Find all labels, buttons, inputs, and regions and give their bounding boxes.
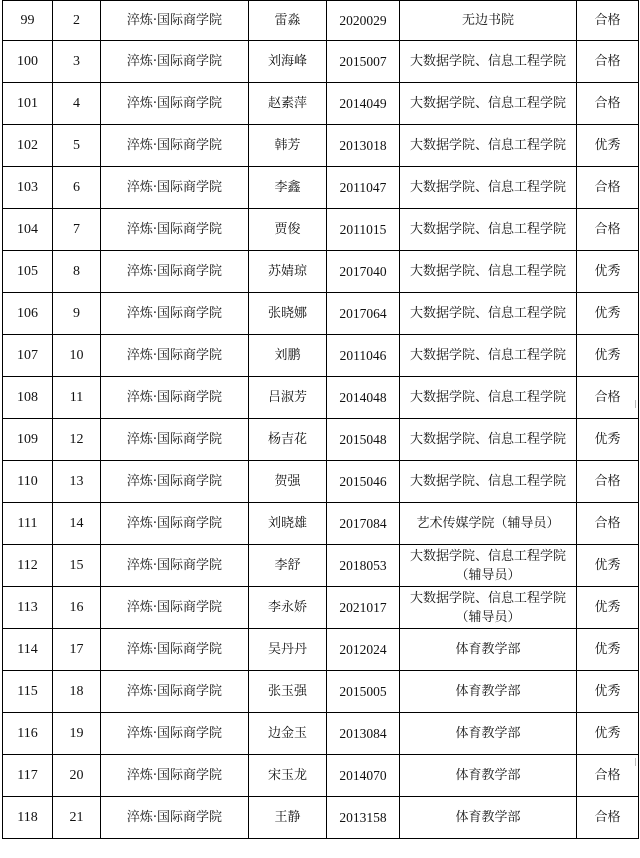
cell-staff-id: 2021017: [327, 587, 400, 629]
table-row: [3, 209, 639, 251]
cell-person-name: 李鑫: [249, 167, 327, 209]
cell-sequence: 10: [53, 335, 101, 377]
cell-row-number: 116: [3, 713, 53, 755]
cell-staff-id: 2011015: [327, 209, 400, 251]
cell-row-number: 112: [3, 545, 53, 587]
cell-result: 合格: [577, 797, 639, 839]
cell-person-name: 赵素萍: [249, 83, 327, 125]
cell-staff-id: 2011047: [327, 167, 400, 209]
cell-sequence: 19: [53, 713, 101, 755]
cell-person-name: 王静: [249, 797, 327, 839]
cell-row-number: 101: [3, 83, 53, 125]
cell-result: 合格: [577, 209, 639, 251]
cell-sequence: 4: [53, 83, 101, 125]
table-row: [3, 713, 639, 755]
cell-college: 淬炼·国际商学院: [101, 377, 249, 419]
table-row: [3, 755, 639, 797]
cell-sequence: 13: [53, 461, 101, 503]
cell-department: 大数据学院、信息工程学院: [400, 461, 577, 503]
cell-sequence: 11: [53, 377, 101, 419]
cell-person-name: 李永娇: [249, 587, 327, 629]
cell-college: 淬炼·国际商学院: [101, 419, 249, 461]
cell-result: 优秀: [577, 671, 639, 713]
page-edge-mark: [635, 400, 636, 408]
cell-staff-id: 2015007: [327, 41, 400, 83]
cell-college: 淬炼·国际商学院: [101, 671, 249, 713]
table-row: [3, 629, 639, 671]
cell-person-name: 宋玉龙: [249, 755, 327, 797]
cell-college: 淬炼·国际商学院: [101, 629, 249, 671]
cell-sequence: 5: [53, 125, 101, 167]
cell-college: 淬炼·国际商学院: [101, 1, 249, 41]
cell-department: 大数据学院、信息工程学院: [400, 293, 577, 335]
table-row: [3, 167, 639, 209]
cell-row-number: 104: [3, 209, 53, 251]
cell-row-number: 113: [3, 587, 53, 629]
cell-sequence: 7: [53, 209, 101, 251]
cell-row-number: 100: [3, 41, 53, 83]
table-row: [3, 83, 639, 125]
cell-college: 淬炼·国际商学院: [101, 167, 249, 209]
table-row: [3, 293, 639, 335]
cell-sequence: 2: [53, 1, 101, 41]
cell-row-number: 99: [3, 1, 53, 41]
cell-department: 大数据学院、信息工程学院: [400, 167, 577, 209]
cell-staff-id: 2017040: [327, 251, 400, 293]
cell-result: 合格: [577, 461, 639, 503]
cell-department: 体育教学部: [400, 629, 577, 671]
cell-department: 艺术传媒学院（辅导员）: [400, 503, 577, 545]
cell-department: 大数据学院、信息工程学院: [400, 209, 577, 251]
cell-staff-id: 2020029: [327, 1, 400, 41]
cell-college: 淬炼·国际商学院: [101, 335, 249, 377]
table-row: [3, 335, 639, 377]
cell-department: 体育教学部: [400, 671, 577, 713]
cell-result: 合格: [577, 377, 639, 419]
cell-department: 大数据学院、信息工程学院: [400, 377, 577, 419]
table-row: [3, 587, 639, 629]
table-row: [3, 671, 639, 713]
cell-result: 优秀: [577, 293, 639, 335]
cell-person-name: 雷淼: [249, 1, 327, 41]
table-row: [3, 125, 639, 167]
cell-college: 淬炼·国际商学院: [101, 251, 249, 293]
cell-person-name: 李舒: [249, 545, 327, 587]
cell-college: 淬炼·国际商学院: [101, 713, 249, 755]
cell-department: 无边书院: [400, 1, 577, 41]
cell-result: 合格: [577, 1, 639, 41]
cell-result: 合格: [577, 167, 639, 209]
table-row: [3, 797, 639, 839]
cell-person-name: 吕淑芳: [249, 377, 327, 419]
cell-college: 淬炼·国际商学院: [101, 41, 249, 83]
cell-sequence: 9: [53, 293, 101, 335]
cell-staff-id: 2015048: [327, 419, 400, 461]
cell-staff-id: 2012024: [327, 629, 400, 671]
table-body: [3, 1, 639, 839]
cell-person-name: 苏婧琼: [249, 251, 327, 293]
cell-person-name: 贺强: [249, 461, 327, 503]
cell-result: 优秀: [577, 335, 639, 377]
cell-result: 优秀: [577, 251, 639, 293]
cell-row-number: 102: [3, 125, 53, 167]
cell-row-number: 118: [3, 797, 53, 839]
cell-college: 淬炼·国际商学院: [101, 503, 249, 545]
cell-college: 淬炼·国际商学院: [101, 587, 249, 629]
cell-person-name: 刘鹏: [249, 335, 327, 377]
cell-row-number: 111: [3, 503, 53, 545]
table-row: [3, 461, 639, 503]
document-page: [2, 0, 639, 839]
cell-person-name: 边金玉: [249, 713, 327, 755]
cell-row-number: 110: [3, 461, 53, 503]
cell-person-name: 张玉强: [249, 671, 327, 713]
cell-sequence: 16: [53, 587, 101, 629]
cell-row-number: 108: [3, 377, 53, 419]
cell-result: 优秀: [577, 713, 639, 755]
cell-person-name: 刘晓雄: [249, 503, 327, 545]
cell-row-number: 107: [3, 335, 53, 377]
cell-staff-id: 2014049: [327, 83, 400, 125]
cell-college: 淬炼·国际商学院: [101, 209, 249, 251]
cell-result: 优秀: [577, 629, 639, 671]
cell-row-number: 109: [3, 419, 53, 461]
cell-staff-id: 2015046: [327, 461, 400, 503]
table-row: [3, 41, 639, 83]
cell-college: 淬炼·国际商学院: [101, 797, 249, 839]
cell-person-name: 贾俊: [249, 209, 327, 251]
cell-staff-id: 2014048: [327, 377, 400, 419]
cell-department: 大数据学院、信息工程学院: [400, 125, 577, 167]
cell-person-name: 杨吉花: [249, 419, 327, 461]
cell-staff-id: 2014070: [327, 755, 400, 797]
cell-department: 大数据学院、信息工程学院: [400, 419, 577, 461]
cell-sequence: 18: [53, 671, 101, 713]
table-row: [3, 503, 639, 545]
cell-row-number: 117: [3, 755, 53, 797]
cell-result: 优秀: [577, 419, 639, 461]
cell-department: 大数据学院、信息工程学院: [400, 335, 577, 377]
cell-row-number: 103: [3, 167, 53, 209]
cell-department: 体育教学部: [400, 797, 577, 839]
cell-result: 优秀: [577, 125, 639, 167]
cell-person-name: 韩芳: [249, 125, 327, 167]
cell-staff-id: 2013084: [327, 713, 400, 755]
table-row: [3, 377, 639, 419]
cell-department: 大数据学院、信息工程学院（辅导员）: [400, 587, 577, 629]
cell-staff-id: 2011046: [327, 335, 400, 377]
cell-result: 合格: [577, 83, 639, 125]
page-edge-mark: [635, 758, 636, 766]
cell-person-name: 张晓娜: [249, 293, 327, 335]
cell-department: 大数据学院、信息工程学院: [400, 41, 577, 83]
cell-department: 体育教学部: [400, 755, 577, 797]
cell-sequence: 8: [53, 251, 101, 293]
cell-staff-id: 2017064: [327, 293, 400, 335]
cell-college: 淬炼·国际商学院: [101, 125, 249, 167]
cell-row-number: 106: [3, 293, 53, 335]
evaluation-results-table: [2, 0, 639, 839]
cell-college: 淬炼·国际商学院: [101, 83, 249, 125]
cell-sequence: 3: [53, 41, 101, 83]
cell-result: 优秀: [577, 587, 639, 629]
cell-department: 大数据学院、信息工程学院: [400, 251, 577, 293]
cell-result: 合格: [577, 503, 639, 545]
cell-row-number: 105: [3, 251, 53, 293]
cell-result: 合格: [577, 41, 639, 83]
cell-result: 优秀: [577, 545, 639, 587]
cell-staff-id: 2013018: [327, 125, 400, 167]
table-row: [3, 1, 639, 41]
cell-department: 大数据学院、信息工程学院（辅导员）: [400, 545, 577, 587]
cell-staff-id: 2017084: [327, 503, 400, 545]
cell-staff-id: 2018053: [327, 545, 400, 587]
table-row: [3, 419, 639, 461]
cell-college: 淬炼·国际商学院: [101, 461, 249, 503]
cell-person-name: 刘海峰: [249, 41, 327, 83]
cell-person-name: 吴丹丹: [249, 629, 327, 671]
cell-sequence: 14: [53, 503, 101, 545]
cell-department: 大数据学院、信息工程学院: [400, 83, 577, 125]
cell-row-number: 115: [3, 671, 53, 713]
cell-sequence: 15: [53, 545, 101, 587]
cell-staff-id: 2015005: [327, 671, 400, 713]
table-row: [3, 251, 639, 293]
cell-sequence: 20: [53, 755, 101, 797]
cell-result: 合格: [577, 755, 639, 797]
cell-department: 体育教学部: [400, 713, 577, 755]
cell-staff-id: 2013158: [327, 797, 400, 839]
cell-college: 淬炼·国际商学院: [101, 755, 249, 797]
cell-sequence: 21: [53, 797, 101, 839]
cell-sequence: 12: [53, 419, 101, 461]
cell-sequence: 17: [53, 629, 101, 671]
cell-row-number: 114: [3, 629, 53, 671]
cell-college: 淬炼·国际商学院: [101, 545, 249, 587]
cell-sequence: 6: [53, 167, 101, 209]
table-row: [3, 545, 639, 587]
cell-college: 淬炼·国际商学院: [101, 293, 249, 335]
